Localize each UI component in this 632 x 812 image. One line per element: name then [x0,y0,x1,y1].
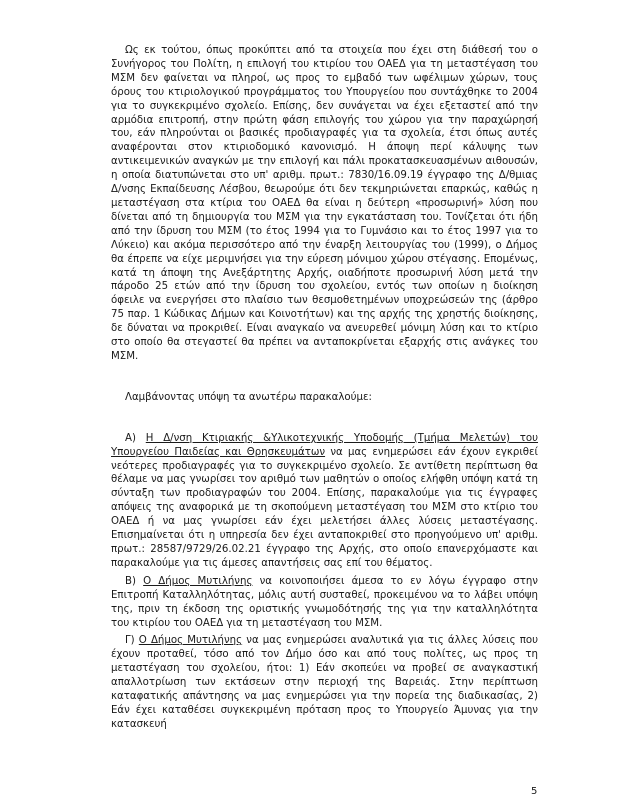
paragraph-request-b [111,575,538,631]
request-a-recipient: Η Δ/νση Κτιριακής &Υλικοτεχνικής Υποδομής (Τμήμα Μελετών) του Υπουργείου Παιδείας και Θρησκευμάτων [111,432,539,458]
request-a-text: να μας ενημερώσει εάν έχουν εγκριθεί νεότερες προδιαγραφές για το συγκεκριμένο σχολείο. Σε αντίθετη περίπτωση θα θέλαμε να μας γνωρίσει τον αριθμό των μαθητών ο οποίος ελήφθη υπόψη κατά τη σύνταξη των προδιαγραφών του 2004. Επίσης, παρακαλούμε για τις έγγραφες απόψεις της αναφορικά με τη σκοπούμενη μεταστέγαση του ΜΣΜ στο κτίριο του ΟΑΕΔ ή να μας γνωρίσει εάν έχει μελετήσει άλλες λύσεις μεταστέγασης. Επισημαίνεται ότι η υπηρεσία δεν έχει ανταποκριθεί στο προηγούμενο υπ' αριθμ. πρωτ.: 28587/9729/26.02.21 έγγραφο της Αρχής, στο οποίο επανερχόμαστε και παρακαλούμε για τις άμεσες απαντήσεις σας επί του θέματος. [111,446,538,569]
paragraph-request-intro: Λαμβάνοντας υπόψη τα ανωτέρω παρακαλούμε: [125,391,372,403]
request-a-prefix: Α) [125,432,146,444]
request-c-prefix: Γ) [125,635,139,647]
request-c-text: να μας ενημερώσει αναλυτικά για τις άλλες λύσεις που έχουν προταθεί, τόσο από τον Δήμο όσο και από τους πολίτες, ως προς τη μεταστέγαση του σχολείου, ήτοι: 1) Εάν σκοπεύει να προβεί σε αναγκαστική απαλλοτρίωση των εκτάσεων στην περιοχή της Βαρειάς. Στην περίπτωση καταφατικής απάντησης να μας ενημερώσει για την πορεία της διαδικασίας, 2) Εάν έχει καταθέσει συγκεκριμένη πρόταση προς το Υπουργείο Άμυνας για την κατασκευή [111,635,538,730]
page-number: 5 [531,786,538,797]
request-b-text: να κοινοποιήσει άμεσα το εν λόγω έγγραφο στην Επιτροπή Καταλληλότητας, μόλις αυτή συσταθεί, προκειμένου να το λάβει υπόψη της, πριν τη έκδοση της οριστικής γνωμοδότησής της για την καταλληλότητα του κτιρίου του ΟΑΕΔ για τη μεταστέγαση του ΜΣΜ. [111,575,538,629]
spacer [111,405,538,432]
paragraph-conclusion: Ως εκ τούτου, όπως προκύπτει από τα στοιχεία που έχει στη διάθεσή του ο Συνήγορος του Πολίτη, η επιλογή του κτιρίου του ΟΑΕΔ για τη μεταστέγαση του ΜΣΜ δεν φαίνεται να πληροί, ως προς το εμβαδό των ωφέλιμων χώρων, τους όρους του κτιριολογικού προγράμματος του Υπουργείου που συντάχθηκε το 2004 για το συγκεκριμένο σχολείο. Επίσης, δεν συνάγεται να έχει εξεταστεί από την αρμόδια επιτροπή, στην πρώτη φάση επιλογής του χώρου για την παραχώρησή του, εάν πληρούνται οι βασικές προδιαγραφές για τα σχολεία, έτσι όπως αυτές αναφέρονται στον κτιριοδομικό κανονισμό. Η άποψη περί κάλυψης των αντικειμενικών αναγκών με την επιλογή και πάλι προκατασκευασμένων αιθουσών, η οποία διατυπώνεται στο υπ' αριθμ. πρωτ.: 7830/16.09.19 έγγραφο της Δ/θμιας Δ/νσης Εκπαίδευσης Λέσβου, θεωρούμε ότι δεν τεκμηριώνεται επαρκώς, καθώς η μεταστέγαση στα κτίρια του ΟΑΕΔ θα είναι η δεύτερη «προσωρινή» λύση που δίνεται από τη δημιουργία του ΜΣΜ για την εγκατάσταση του. Τονίζεται ότι ήδη από την ίδρυση του ΜΣΜ (το έτος 1994 για το Γυμνάσιο και το έτος 1997 για το Λύκειο) και ακόμα περισσότερο από την έναρξη λειτουργίας του (1999), ο Δήμος θα έπρεπε να είχε μεριμνήσει για την εύρεση μόνιμου χώρου στέγασης. Επομένως, κατά τη άποψη της Ανεξάρτητης Αρχής, οιαδήποτε προσωρινή λύση μετά την πάροδο 25 ετών από την ίδρυση του σχολείου, εντός των οποίων η διοίκηση όφειλε να ενεργήσει στο πλαίσιο των θεσμοθετημένων υποχρεώσεών της (άρθρο 75 παρ. 1 Κώδικας Δήμων και Κοινοτήτων) και της αρχής της χρηστής διοίκησης, δε δύναται να προκριθεί. Είναι αναγκαίο να ανευρεθεί μόνιμη λύση και το κτίριο στο οποίο θα στεγαστεί θα πρέπει να ανταποκρίνεται εξαρχής στις ανάγκες του ΜΣΜ. [111,45,538,362]
request-b-prefix: Β) [125,575,144,587]
request-b-recipient: Ο Δήμος Μυτιλήνης [143,575,253,587]
paragraph-request-c [111,634,538,731]
spacer [111,364,538,391]
page-content [111,44,538,732]
request-c-recipient: Ο Δήμος Μυτιλήνης [138,635,243,647]
paragraph-request-a [111,432,538,571]
